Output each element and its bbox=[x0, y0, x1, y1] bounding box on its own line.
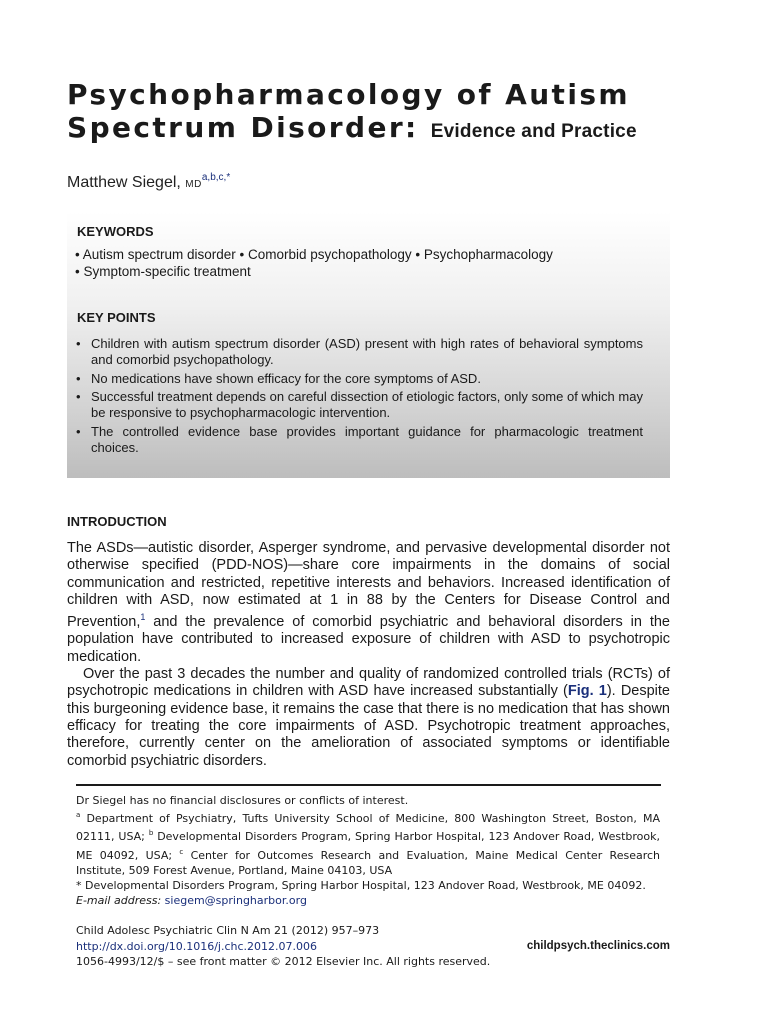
title-line-2: Spectrum Disorder: bbox=[67, 111, 419, 144]
bullet-icon: • bbox=[76, 423, 81, 439]
affiliation-c-mark: c bbox=[179, 847, 184, 856]
paragraph-1-text: The ASDs—autistic disorder, Asperger syndrome, and pervasive developmental disorder not otherwise specified (PDD-NOS)—share core impairments in the domains of social communication and restricted, repetitive interests and behaviors. Increased identification of children with ASD, now estimated at 1 in 88 by the Centers for Disease Control and Prevention, bbox=[67, 540, 670, 631]
citation-line: Child Adolesc Psychiatric Clin N Am 21 (2012) 957–973 bbox=[76, 924, 380, 937]
article-title bbox=[67, 78, 707, 148]
key-point-text: Successful treatment depends on careful dissection of etiologic factors, only some of which may be responsive to psychopharmacologic intervention. bbox=[91, 389, 643, 420]
title-line-1: Psychopharmacology of Autism bbox=[67, 78, 630, 111]
footnotes bbox=[76, 793, 660, 908]
paragraph-2 bbox=[67, 666, 670, 770]
key-point-item bbox=[75, 336, 643, 368]
paragraph-1-text-cont: and the prevalence of comorbid psychiatric and behavioral disorders in the population have contributed to increased exposure of children with ASD to psychotropic medication. bbox=[67, 614, 670, 665]
key-point-item bbox=[75, 389, 643, 421]
affiliation-c: Center for Outcomes Research and Evaluation, Maine Medical Center Research Institute, 509 Forest Avenue, Portland, Maine 04103, USA bbox=[76, 848, 661, 877]
affiliation-b-mark: b bbox=[148, 829, 154, 838]
keywords-list bbox=[75, 246, 665, 280]
journal-site[interactable]: childpsych.theclinics.com bbox=[526, 939, 670, 952]
affiliation-b: Developmental Disorders Program, Spring Harbor Hospital, 123 Andover Road, Westbrook, ME 04092, USA; bbox=[76, 830, 660, 862]
keywords-heading: KEYWORDS bbox=[77, 224, 154, 239]
key-point-text: No medications have shown efficacy for the core symptoms of ASD. bbox=[91, 370, 481, 386]
paragraph-1 bbox=[67, 540, 670, 666]
reference-1-link[interactable]: 1 bbox=[140, 612, 146, 623]
copyright-line: 1056-4993/12/$ – see front matter © 2012 Elsevier Inc. All rights reserved. bbox=[76, 955, 491, 968]
disclosure-note: Dr Siegel has no financial disclosures or conflicts of interest. bbox=[76, 794, 409, 807]
author-line bbox=[67, 172, 230, 192]
key-points-list bbox=[75, 336, 643, 458]
introduction-body bbox=[67, 540, 670, 770]
doi-link[interactable]: http://dx.doi.org/10.1016/j.chc.2012.07.006 bbox=[76, 939, 317, 953]
keywords-line-2: • Symptom-specific treatment bbox=[75, 264, 251, 279]
bullet-icon: • bbox=[76, 370, 81, 386]
title-subtitle: Evidence and Practice bbox=[430, 121, 637, 142]
author-degree: MD bbox=[185, 179, 202, 190]
affiliation-a: Department of Psychiatry, Tufts University School of Medicine, 800 Washington Street, Boston, MA 02111, USA; bbox=[76, 812, 660, 844]
author-name: Matthew Siegel, bbox=[67, 174, 181, 191]
corresponding-address: * Developmental Disorders Program, Spring Harbor Hospital, 123 Andover Road, Westbrook, ME 04092. bbox=[76, 879, 646, 893]
bullet-icon: • bbox=[76, 336, 81, 351]
key-point-text: Children with autism spectrum disorder (ASD) present with high rates of behavioral symptoms and comorbid psychopathology. bbox=[91, 336, 643, 367]
bullet-icon: • bbox=[76, 389, 81, 404]
key-point-item bbox=[75, 424, 643, 456]
affiliations-note bbox=[76, 808, 660, 878]
doi-row bbox=[76, 939, 670, 955]
key-points-heading: KEY POINTS bbox=[77, 310, 156, 325]
keywords-keypoints-box bbox=[67, 212, 670, 478]
figure-1-link[interactable]: Fig. 1 bbox=[567, 683, 607, 700]
journal-info bbox=[76, 923, 670, 970]
key-point-text: The controlled evidence base provides important guidance for pharmacologic treatment choices. bbox=[91, 423, 643, 455]
email-link[interactable]: siegem@springharbor.org bbox=[164, 894, 307, 908]
key-point-item bbox=[75, 371, 643, 387]
email-label: E-mail address: bbox=[76, 894, 162, 908]
email-line bbox=[76, 893, 660, 908]
footnote-divider bbox=[76, 784, 661, 786]
author-affiliation-marks[interactable]: a,b,c,* bbox=[201, 172, 231, 183]
introduction-heading: INTRODUCTION bbox=[67, 514, 167, 529]
affiliation-a-mark: a bbox=[76, 811, 81, 820]
keywords-line-1: • Autism spectrum disorder • Comorbid psychopathology • Psychopharmacology bbox=[75, 247, 553, 262]
paragraph-2-text-cont: ). Despite this burgeoning evidence base, it remains the case that there is no medication that has shown efficacy for treating the core impairments of ASD. Psychotropic treatment approaches, therefore, currently center on the amelioration of associated symptoms or identifiable comorbid psychiatric disorders. bbox=[67, 683, 670, 769]
paragraph-2-text: Over the past 3 decades the number and quality of randomized controlled trials (RCTs) of psychotropic medications in children with ASD have increased substantially ( bbox=[67, 666, 670, 700]
